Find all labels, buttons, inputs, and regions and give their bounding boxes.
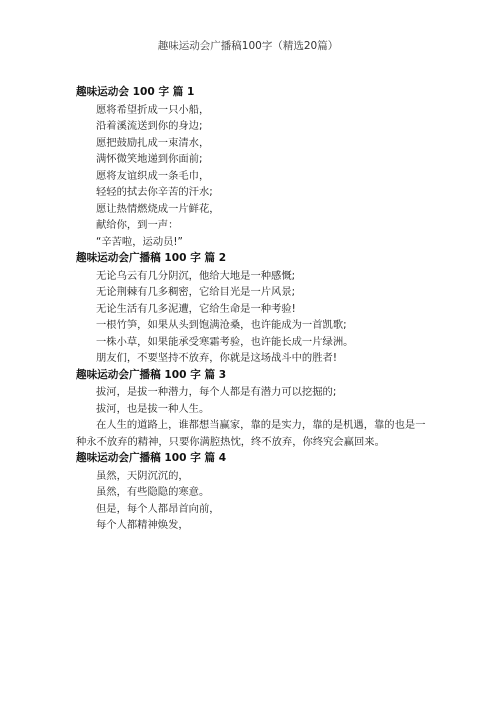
section-lines — [76, 468, 426, 534]
text-line: 献给你，到一声： — [96, 219, 179, 231]
section-lines — [76, 268, 426, 367]
text-line: “辛苦啦，运动员!” — [96, 235, 183, 248]
text-line: 虽然，有些隐隐的寒意。 — [96, 486, 210, 498]
section-heading: 趣味运动会广播稿 100 字 篇 3 — [76, 368, 227, 381]
text-line: 朋友们，不要坚持不放弃，你就是这场战斗中的胜者! — [96, 352, 337, 364]
document-title: 趣味运动会广播稿100字（精选20篇） — [157, 40, 339, 52]
text-line: 愿将友谊织成一条毛巾， — [96, 169, 210, 182]
text-line: 愿让热情燃烧成一片鲜花， — [96, 202, 220, 215]
section-1 — [76, 84, 426, 250]
text-line: 愿将希望折成一只小船， — [96, 103, 210, 116]
section-heading: 趣味运动会 100 字 篇 1 — [76, 86, 195, 98]
section-heading: 趣味运动会广播稿 100 字 篇 4 — [76, 452, 227, 464]
text-line: 虽然，天阴沉沉的， — [96, 469, 189, 482]
text-line: 轻轻的拭去你辛苦的汗水; — [96, 186, 213, 198]
text-line: 拔河，也是拔一种人生。 — [96, 402, 210, 415]
section-lines — [76, 384, 426, 450]
section-lines — [76, 102, 426, 251]
section-4 — [76, 450, 426, 534]
section-heading: 趣味运动会广播稿 100 字 篇 2 — [76, 252, 227, 264]
text-line: 沿着溪流送到你的身边; — [96, 120, 203, 132]
text-line: 每个人都精神焕发， — [96, 519, 189, 531]
text-line: 但是，每个人都昂首向前， — [96, 502, 220, 515]
text-paragraph: 在人生的道路上，谁都想当赢家，靠的是实力，靠的是机遇，靠的也是一种永不放弃的精神，只要你满腔热忱，终不放弃，你终究会赢回来。 — [76, 419, 426, 448]
section-2 — [76, 250, 426, 367]
text-line: 愿把鼓励扎成一束清水， — [96, 136, 210, 149]
text-line: 一根竹笋，如果从头到饱满沧桑，也许能成为一首凯歌; — [96, 319, 347, 331]
section-3 — [76, 367, 426, 451]
text-line: 无论乌云有几分阴沉，他给大地是一种感慨; — [96, 269, 296, 282]
text-line: 一株小草，如果能承受寒霜考验，也许能长成一片绿洲。 — [96, 335, 354, 348]
document-body — [76, 84, 426, 534]
text-line: 满怀微笑地递到你面前; — [96, 153, 203, 165]
text-line: 拔河，是拔一种潜力，每个人都是有潜力可以挖掘的; — [96, 386, 337, 398]
text-line: 无论生活有几多泥遭，它给生命是一种考验! — [96, 302, 296, 315]
text-line: 无论荆棘有几多稠密，它给目光是一片风景; — [96, 286, 296, 298]
